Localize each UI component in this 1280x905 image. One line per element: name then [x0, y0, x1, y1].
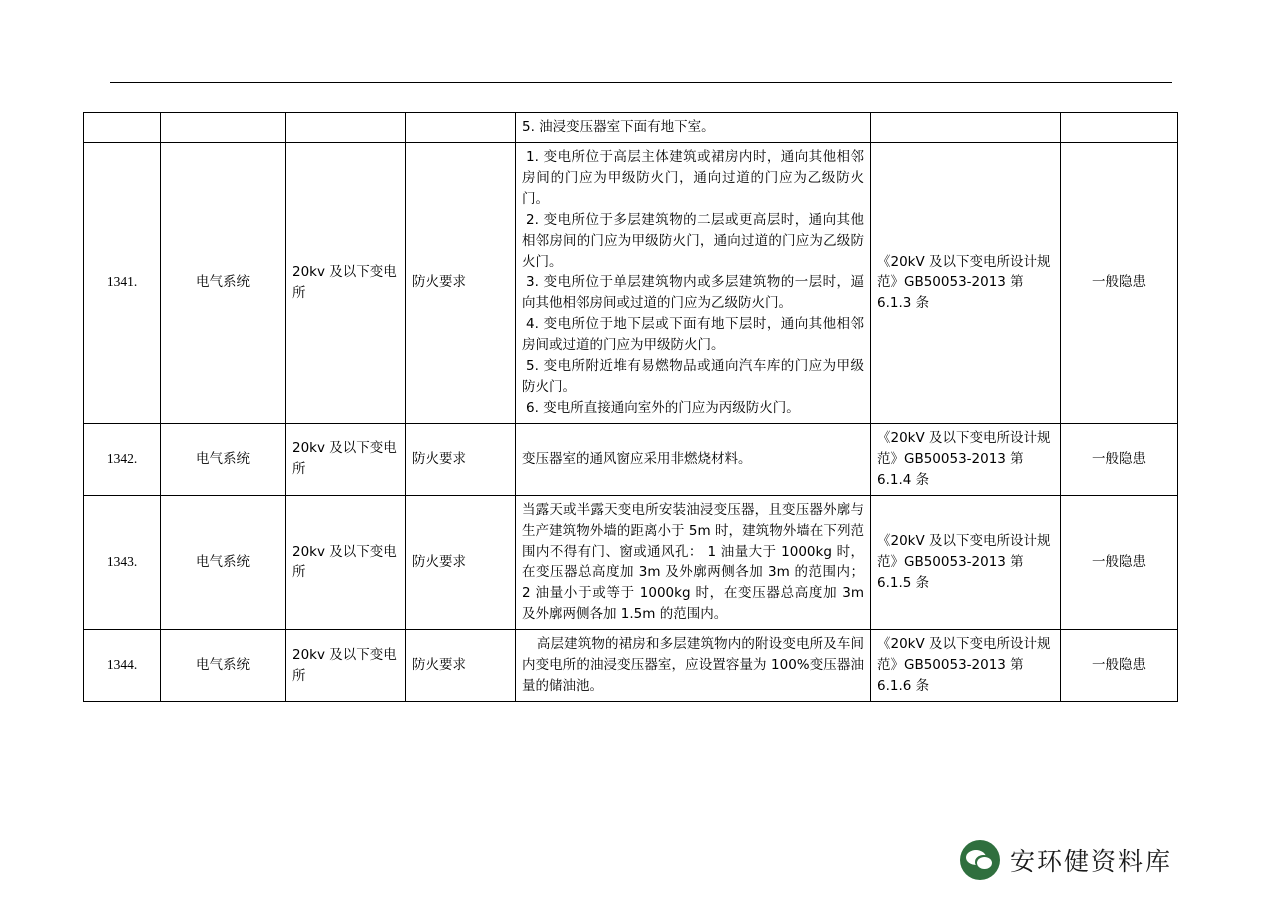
cell-reference: 《20kV 及以下变电所设计规范》GB50053-2013 第 6.1.5 条 [871, 495, 1061, 630]
cell-reference: 《20kV 及以下变电所设计规范》GB50053-2013 第 6.1.6 条 [871, 630, 1061, 702]
cell-number: 1342. [84, 423, 161, 495]
cell-level: 一般隐患 [1061, 495, 1178, 630]
table-row [84, 630, 1178, 702]
description-line: 4. 变电所位于地下层或下面有地下层时，通向其他相邻房间或过道的门应为甲级防火门。 [522, 316, 864, 354]
cell-place: 20kv 及以下变电所 [286, 142, 406, 423]
cell-number [84, 113, 161, 143]
cell-description [516, 495, 871, 630]
table-row [84, 142, 1178, 423]
cell-level: 一般隐患 [1061, 142, 1178, 423]
hazard-table-container [83, 112, 1177, 702]
description-line: 当露天或半露天变电所安装油浸变压器，且变压器外廓与生产建筑物外墙的距离小于 5m 时，建筑物外墙在下列范围内不得有门、窗或通风孔： 1 油量大于 1000kg 时，在变压器总高度加 3m 及外廓两侧各加 3m 的范围内； 2 油量小于或等于 1000kg 时，在变压器总高度加 3m 及外廓两侧各加 1.5m 的范围内。 [522, 501, 864, 623]
cell-number: 1341. [84, 142, 161, 423]
cell-place [286, 113, 406, 143]
cell-place: 20kv 及以下变电所 [286, 630, 406, 702]
cell-system: 电气系统 [161, 495, 286, 630]
cell-item: 防火要求 [406, 142, 516, 423]
cell-description: 5. 油浸变压器室下面有地下室。 [516, 113, 871, 143]
description-line: 6. 变电所直接通向室外的门应为丙级防火门。 [526, 399, 800, 416]
watermark-label: 安环健资料库 [1010, 847, 1173, 876]
wechat-icon [960, 840, 1000, 880]
cell-place: 20kv 及以下变电所 [286, 495, 406, 630]
cell-description [516, 142, 871, 423]
cell-reference: 《20kV 及以下变电所设计规范》GB50053-2013 第 6.1.3 条 [871, 142, 1061, 423]
table-row [84, 423, 1178, 495]
cell-number: 1343. [84, 495, 161, 630]
cell-number: 1344. [84, 630, 161, 702]
cell-reference [871, 113, 1061, 143]
description-line: 1. 变电所位于高层主体建筑或裙房内时，通向其他相邻房间的门应为甲级防火门，通向过道的门应为乙级防火门。 [522, 148, 864, 207]
description-line: 3. 变电所位于单层建筑物内或多层建筑物的一层时，逼向其他相邻房间或过道的门应为乙级防火门。 [522, 274, 864, 312]
cell-description [516, 423, 871, 495]
cell-description [516, 630, 871, 702]
cell-reference: 《20kV 及以下变电所设计规范》GB50053-2013 第 6.1.4 条 [871, 423, 1061, 495]
table-row [84, 495, 1178, 630]
cell-item [406, 113, 516, 143]
cell-system: 电气系统 [161, 142, 286, 423]
watermark [960, 840, 1172, 880]
hazard-table [83, 112, 1178, 702]
cell-system [161, 113, 286, 143]
cell-system: 电气系统 [161, 630, 286, 702]
header-divider [110, 82, 1172, 83]
cell-level [1061, 113, 1178, 143]
cell-system: 电气系统 [161, 423, 286, 495]
description-line: 5. 变电所附近堆有易燃物品或通向汽车库的门应为甲级防火门。 [522, 358, 864, 396]
cell-item: 防火要求 [406, 423, 516, 495]
table-row [84, 113, 1178, 143]
cell-level: 一般隐患 [1061, 423, 1178, 495]
cell-item: 防火要求 [406, 495, 516, 630]
description-line: 变压器室的通风窗应采用非燃烧材料。 [522, 450, 752, 467]
cell-level: 一般隐患 [1061, 630, 1178, 702]
description-line: 2. 变电所位于多层建筑物的二层或更高层时，通向其他相邻房间的门应为甲级防火门，通向过道的门应为乙级防火门。 [522, 211, 864, 270]
cell-place: 20kv 及以下变电所 [286, 423, 406, 495]
description-line: 高层建筑物的裙房和多层建筑物内的附设变电所及车间内变电所的油浸变压器室，应设置容量为 100%变压器油量的储油池。 [522, 636, 864, 695]
cell-item: 防火要求 [406, 630, 516, 702]
